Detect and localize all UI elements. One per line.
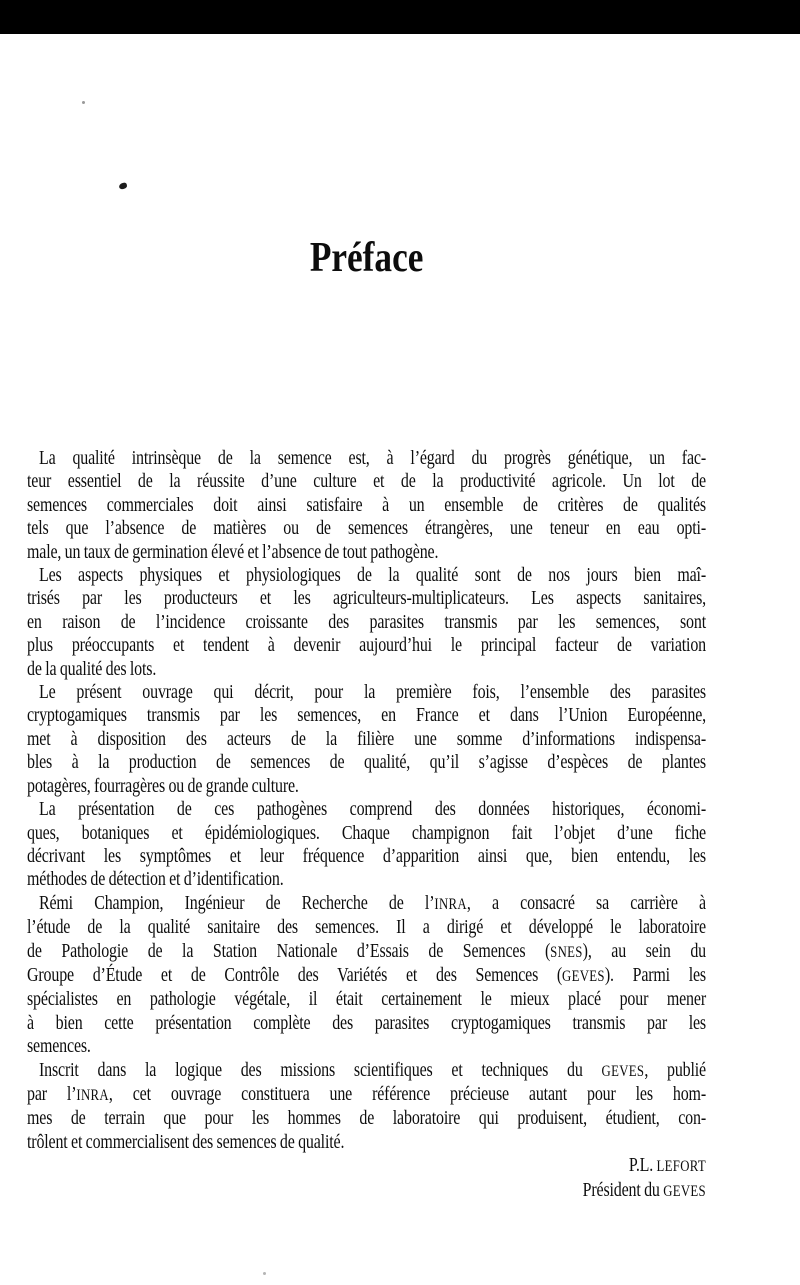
text-line: méthodes de détection et d’identification. [27,868,284,891]
text-line: Le présent ouvrage qui décrit, pour la première fois, l’ensemble des parasites [38,681,706,704]
signature-line: P.L. LEFORT [628,1154,706,1177]
preface-text [27,447,706,1203]
small-caps-acronym: SNES [550,943,583,961]
text-line: l’étude de la qualité sanitaire des semences. Il a dirigé et développé le laboratoire [27,916,706,939]
text-line: de la qualité des lots. [27,657,157,680]
text-line: ques, botaniques et épidémiologiques. Chaque champignon fait l’objet d’une fiche [27,821,706,844]
text-line: en raison de l’incidence croissante des parasites transmis par les semences, sont [27,610,706,633]
text-line: Inscrit dans la logique des missions scientifiques et techniques du GEVES, publié [38,1058,706,1081]
text-line: male, un taux de germination élevé et l’absence de tout pathogène. [27,540,439,563]
text-line: Les aspects physiques et physiologiques de la qualité sont de nos jours bien maî- [38,564,706,587]
text-line: tels que l’absence de matières ou de semences étrangères, une teneur en eau opti- [27,517,706,540]
small-caps-acronym: GEVES [562,967,605,985]
text-line: plus préoccupants et tendent à devenir aujourd’hui le principal facteur de variation [27,634,706,657]
text-line: La qualité intrinsèque de la semence est, à l’égard du progrès génétique, un fac- [38,447,706,469]
text-line: à bien cette présentation complète des parasites cryptogamiques transmis par les [27,1011,706,1034]
small-caps-acronym: INRA [434,895,467,913]
small-caps-acronym: LEFORT [656,1158,706,1176]
text-line: de Pathologie de la Station Nationale d’Essais de Semences (SNES), au sein du [27,939,706,962]
text-line: teur essentiel de la réussite d’une culture et de la productivité agricole. Un lot de [27,470,706,493]
small-caps-acronym: INRA [76,1086,109,1104]
small-caps-acronym: GEVES [601,1062,645,1080]
text-line: semences. [27,1035,91,1058]
scan-speck [263,1272,266,1275]
text-line: spécialistes en pathologie végétale, il était certainement le mieux placé pour mener [27,988,706,1011]
text-line: semences commerciales doit ainsi satisfaire à un ensemble de critères de qualités [27,493,706,516]
text-line: décrivant les symptômes et leur fréquence d’apparition ainsi que, bien entendu, les [27,844,706,867]
text-line: Groupe d’Étude et de Contrôle des Variétés et des Semences (GEVES). Parmi les [27,963,706,986]
text-line: bles à la production de semences de qualité, qu’il s’agisse d’espèces de plantes [27,751,706,774]
text-line: trisés par les producteurs et les agriculteurs-multiplicateurs. Les aspects sanitaires, [27,587,706,610]
signature-line: Président du GEVES [582,1178,706,1201]
scan-artifact-top-bar [0,0,800,34]
text-line: par l’INRA, cet ouvrage constituera une référence précieuse autant pour les hom- [27,1082,706,1105]
text-line: cryptogamiques transmis par les semences, en France et dans l’Union Européenne, [27,704,706,727]
page-title-text: Préface [309,235,424,281]
text-line: trôlent et commercialisent des semences de qualité. [27,1130,345,1153]
scan-speck [82,101,85,104]
text-line: potagères, fourragères ou de grande culture. [27,774,299,797]
text-line: Rémi Champion, Ingénieur de Recherche de l’INRA, a consacré sa carrière à [38,891,706,914]
small-caps-acronym: GEVES [663,1182,706,1200]
text-line: met à disposition des acteurs de la filière une somme d’informations indispensa- [27,727,706,750]
page-title [27,237,706,279]
text-line: mes de terrain que pour les hommes de laboratoire qui produisent, étudient, con- [27,1107,706,1130]
text-line: La présentation de ces pathogènes comprend des données historiques, économi- [38,798,706,821]
scan-speck [118,182,127,190]
